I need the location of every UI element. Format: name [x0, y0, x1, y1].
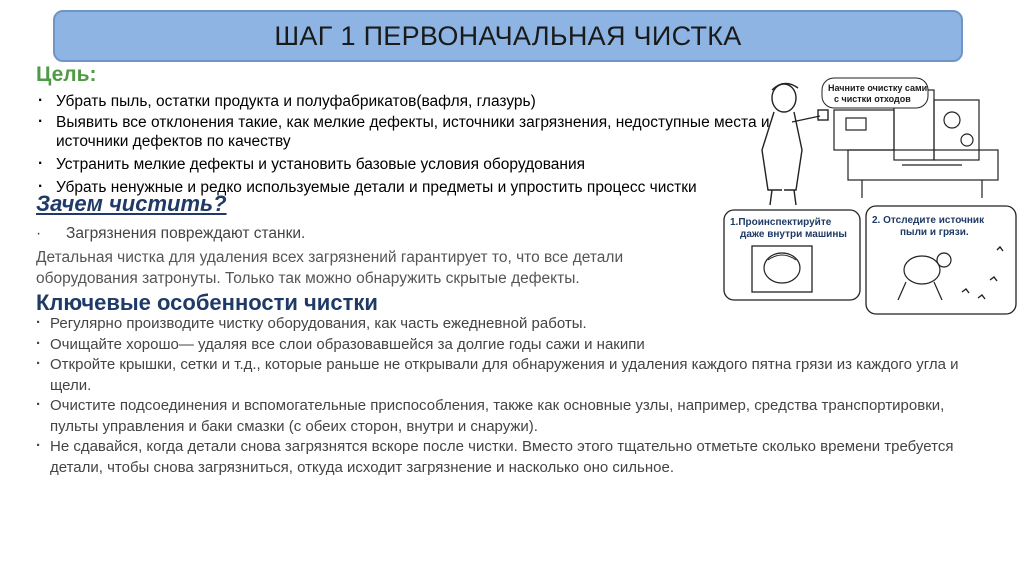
bubble-line-1: Начните очистку сами: [828, 83, 928, 93]
panel2-line-2: пыли и грязи.: [900, 227, 969, 238]
why-item-text: Загрязнения повреждают станки.: [66, 225, 306, 242]
worker-figure: [762, 83, 828, 205]
why-paragraph: Детальная чистка для удаления всех загрязнений гарантирует то, что все детали оборудования затронуты. Только так можно обнаружить скрытые дефекты.: [36, 249, 624, 287]
panel-trace-source: [866, 206, 1016, 314]
title-banner: [53, 10, 963, 62]
goal-item: · Убрать пыль, остатки продукта и полуфабрикатов(вафля, глазурь): [36, 92, 796, 112]
goal-item: · Убрать ненужные и редко используемые детали и предметы и упростить процесс чистки: [36, 178, 796, 198]
panel2-line-1: 2. Отследите источник: [872, 215, 985, 226]
key-item: · Очищайте хорошо— удаляя все слои образовавшейся за долгие годы сажи и накипи: [36, 335, 966, 356]
goal-item: · Устранить мелкие дефекты и установить базовые условия оборудования: [36, 155, 796, 175]
key-item: · Не сдавайся, когда детали снова загрязнятся вскоре после чистки. Вместо этого тщательно отметьте сколько времени требуется детали, чтобы снова загрязниться, откуда исходит загрязнение и насколько оно сильное.: [36, 437, 966, 478]
bullet: ·: [36, 225, 42, 242]
panel-inspect: [724, 210, 860, 300]
page-title: ШАГ 1 ПЕРВОНАЧАЛЬНАЯ ЧИСТКА: [274, 20, 742, 51]
cleaning-illustration: [722, 70, 1020, 320]
goal-item: · Выявить все отклонения такие, как мелкие дефекты, источники загрязнения, недоступные места и источники дефектов по качеству: [36, 113, 796, 152]
key-item: · Откройте крышки, сетки и т.д., которые раньше не открывали для обнаружения и удаления каждого пятна грязи из каждого угла и щели.: [36, 355, 966, 396]
key-list: [36, 314, 966, 478]
goal-list: [36, 92, 796, 199]
key-item: · Регулярно производите чистку оборудования, как часть ежедневной работы.: [36, 314, 966, 335]
key-heading: Ключевые особенности чистки: [36, 290, 378, 315]
why-heading: Зачем чистить?: [36, 191, 227, 216]
why-item: [36, 225, 305, 243]
panel1-line-2: даже внутри машины: [740, 229, 847, 240]
panel1-line-1: 1.Проинспектируйте: [730, 217, 832, 228]
goal-heading: Цель:: [36, 63, 97, 86]
key-item: · Очистите подсоединения и вспомогательные приспособления, также как основные узлы, например, средства транспортировки, пульты управления и баки смазки (с обеих сторон, внутри и снаружи).: [36, 396, 966, 437]
bubble-line-2: с чистки отходов: [834, 94, 911, 104]
speech-bubble: [822, 78, 928, 108]
